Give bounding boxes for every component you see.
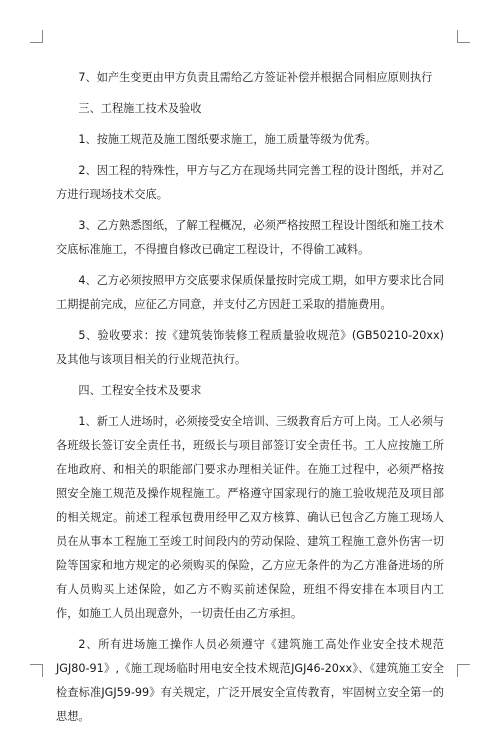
paragraph-tech-5: 5、验收要求：按《建筑装饰装修工程质量验收规范》(GB50210-20xx)及其他与该项目相关的行业规范执行。 <box>56 329 444 366</box>
crop-mark-top-left <box>30 30 43 43</box>
paragraph-change-clause: 7、如产生变更由甲方负责且需给乙方签证补偿并根据合同相应原则执行 <box>78 71 433 84</box>
crop-mark-bottom-right <box>457 664 470 677</box>
crop-mark-top-right <box>457 30 470 43</box>
paragraph-safety-1: 1、新工人进场时，必须接受安全培训、三级教育后方可上岗。工人必须与各班级长签订安全责任书，班级长与项目部签订安全责任书。工人应按施工所在地政府、和相关的职能部门要求办理相关证件。在施工过程中，必须严格按照安全施工规范及操作规程施工。严格遵守国家现行的施工验收规范及项目部的相关规定。前述工程承包费用经甲乙双方核算、确认已包含乙方施工现场人员在从事本工程施工至竣工时间段内的劳动保险、建筑工程施工意外伤害一切险等国家和地方规定的必须购买的保险，乙方应无条件的为乙方准备进场的所有人员购买上述保险，如乙方不购买前述保险，班组不得安排在本项目内工作，如施工人员出现意外，一切责任由乙方承担。 <box>56 415 444 620</box>
paragraph-tech-2: 2、因工程的特殊性，甲方与乙方在现场共同完善工程的设计图纸，并对乙方进行现场技术交底。 <box>56 164 444 201</box>
paragraph-tech-3: 3、乙方熟悉图纸，了解工程概况，必须严格按照工程设计图纸和施工技术交底标准施工，不得擅自修改已确定工程设计，不得偷工减料。 <box>56 219 444 256</box>
crop-mark-bottom-left <box>30 664 43 677</box>
section-heading-technique: 三、工程施工技术及验收 <box>78 102 202 115</box>
paragraph-tech-4: 4、乙方必须按照甲方交底要求保质保量按时完成工期，如甲方要求比合同工期提前完成，应征乙方同意，并支付乙方因赶工采取的措施费用。 <box>56 274 444 311</box>
paragraph-safety-2: 2、所有进场施工操作人员必须遵守《建筑施工高处作业安全技术规范JGJ80-91》,《施工现场临时用电安全技术规范JGJ46-20xx》、《建筑施工安全检查标准JGJ59-99》有关规定，广泛开展安全宣传教育，牢固树立安全第一的思想。 <box>56 638 444 723</box>
section-heading-safety: 四、工程安全技术及要求 <box>78 384 202 397</box>
paragraph-tech-1: 1、按施工规范及施工图纸要求施工，施工质量等级为优秀。 <box>78 133 377 146</box>
document-body <box>56 66 444 736</box>
